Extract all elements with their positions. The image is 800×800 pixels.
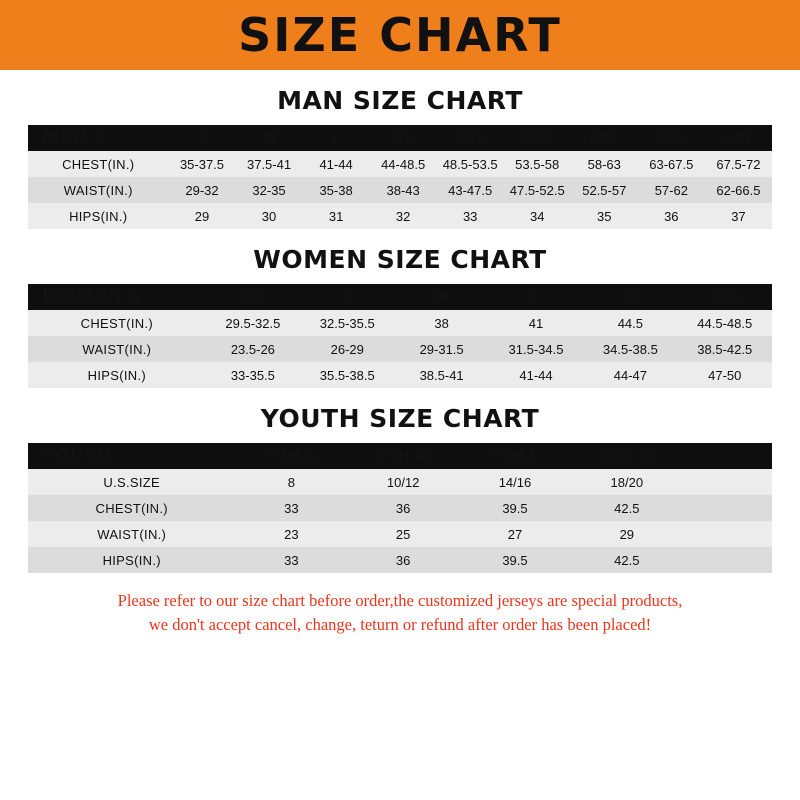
table-cell: 27	[459, 521, 571, 547]
table-cell: 38-43	[370, 177, 437, 203]
row-label: CHEST(IN.)	[28, 495, 235, 521]
table-cell: 41	[489, 310, 583, 336]
table-header-cell: M	[394, 284, 488, 310]
table-cell-empty	[683, 495, 772, 521]
table-cell: 47-50	[678, 362, 772, 388]
table-cell: 29	[571, 521, 683, 547]
table-cell: 38.5-42.5	[678, 336, 772, 362]
row-label: CHEST(IN.)	[28, 310, 206, 336]
footer-note-line-1: Please refer to our size chart before order,the customized jerseys are special products,	[117, 591, 683, 610]
table-cell: 29.5-32.5	[206, 310, 300, 336]
table-header-cell: L	[303, 125, 370, 151]
table-row	[28, 521, 772, 547]
footer-note-line-2: we don't accept cancel, change, teturn or refund after order has been placed!	[148, 614, 652, 634]
table-header-row	[28, 443, 772, 469]
table-header-cell: 2XL	[437, 125, 504, 151]
table-row	[28, 177, 772, 203]
table-cell: 63-67.5	[638, 151, 705, 177]
table-header-label: MEN'S	[28, 125, 168, 151]
table-cell: 58-63	[571, 151, 638, 177]
table-cell: 29-32	[168, 177, 235, 203]
table-cell: 44-47	[583, 362, 677, 388]
table-cell: 34.5-38.5	[583, 336, 677, 362]
table-cell: 29-31.5	[394, 336, 488, 362]
table-cell-empty	[683, 547, 772, 573]
table-cell: 35-38	[303, 177, 370, 203]
table-header-spacer	[683, 443, 772, 469]
table-row	[28, 203, 772, 229]
table-header-cell: YTH S	[235, 443, 347, 469]
table-cell: 52.5-57	[571, 177, 638, 203]
table-cell: 67.5-72	[705, 151, 772, 177]
table-cell: 8	[235, 469, 347, 495]
table-cell: 36	[347, 495, 459, 521]
table-header-label: WOMEN'S	[28, 284, 206, 310]
table-cell: 39.5	[459, 495, 571, 521]
table-cell: 35	[571, 203, 638, 229]
table-cell: 62-66.5	[705, 177, 772, 203]
table-header-cell: L	[489, 284, 583, 310]
table-row	[28, 336, 772, 362]
footer-note	[28, 589, 772, 637]
table-header-cell: YTH XL	[571, 443, 683, 469]
table-cell: 31	[303, 203, 370, 229]
page-title: SIZE CHART	[238, 8, 562, 62]
page-banner	[0, 0, 800, 70]
table-cell: 57-62	[638, 177, 705, 203]
table-header-cell: S	[300, 284, 394, 310]
table-cell: 44-48.5	[370, 151, 437, 177]
table-cell: 33	[437, 203, 504, 229]
youth-size-table	[28, 443, 772, 573]
table-cell-empty	[683, 469, 772, 495]
table-cell: 32-35	[236, 177, 303, 203]
table-row	[28, 495, 772, 521]
table-header-cell: XL	[370, 125, 437, 151]
row-label: HIPS(IN.)	[28, 203, 168, 229]
section-title-men: MAN SIZE CHART	[277, 86, 523, 115]
table-header-cell: 4XL	[571, 125, 638, 151]
table-cell: 36	[347, 547, 459, 573]
row-label: HIPS(IN.)	[28, 362, 206, 388]
table-cell: 48.5-53.5	[437, 151, 504, 177]
table-cell: 43-47.5	[437, 177, 504, 203]
table-header-row	[28, 125, 772, 151]
table-header-cell: S	[168, 125, 235, 151]
table-header-cell: 5XL	[638, 125, 705, 151]
table-cell: 25	[347, 521, 459, 547]
table-cell: 37	[705, 203, 772, 229]
men-size-table	[28, 125, 772, 229]
table-header-cell: YTH L	[459, 443, 571, 469]
table-header-row	[28, 284, 772, 310]
table-cell: 33	[235, 495, 347, 521]
table-cell: 29	[168, 203, 235, 229]
table-cell: 41-44	[489, 362, 583, 388]
section-title-youth: YOUTH SIZE CHART	[260, 404, 540, 433]
table-cell: 18/20	[571, 469, 683, 495]
table-cell: 10/12	[347, 469, 459, 495]
row-label: U.S.SIZE	[28, 469, 235, 495]
table-cell: 35.5-38.5	[300, 362, 394, 388]
table-cell-empty	[683, 521, 772, 547]
table-header-label: YOUTH	[28, 443, 235, 469]
table-cell: 26-29	[300, 336, 394, 362]
table-cell: 23.5-26	[206, 336, 300, 362]
table-cell: 23	[235, 521, 347, 547]
table-cell: 44.5-48.5	[678, 310, 772, 336]
table-cell: 33	[235, 547, 347, 573]
row-label: WAIST(IN.)	[28, 521, 235, 547]
table-cell: 37.5-41	[236, 151, 303, 177]
table-cell: 38.5-41	[394, 362, 488, 388]
table-cell: 34	[504, 203, 571, 229]
table-cell: 32	[370, 203, 437, 229]
table-row	[28, 547, 772, 573]
table-cell: 31.5-34.5	[489, 336, 583, 362]
section-title-women: WOMEN SIZE CHART	[253, 245, 547, 274]
table-cell: 32.5-35.5	[300, 310, 394, 336]
table-cell: 53.5-58	[504, 151, 571, 177]
table-header-cell: 3XL	[504, 125, 571, 151]
table-header-cell: 6XL	[705, 125, 772, 151]
row-label: HIPS(IN.)	[28, 547, 235, 573]
table-cell: 42.5	[571, 495, 683, 521]
table-header-cell: XXL	[678, 284, 772, 310]
table-header-cell: YTH M	[347, 443, 459, 469]
table-header-cell: XS	[206, 284, 300, 310]
table-cell: 36	[638, 203, 705, 229]
table-cell: 41-44	[303, 151, 370, 177]
table-cell: 44.5	[583, 310, 677, 336]
women-size-table	[28, 284, 772, 388]
table-row	[28, 362, 772, 388]
table-cell: 30	[236, 203, 303, 229]
table-header-cell: M	[236, 125, 303, 151]
table-cell: 33-35.5	[206, 362, 300, 388]
table-row	[28, 469, 772, 495]
row-label: WAIST(IN.)	[28, 177, 168, 203]
table-cell: 35-37.5	[168, 151, 235, 177]
table-row	[28, 310, 772, 336]
table-cell: 14/16	[459, 469, 571, 495]
chart-content	[0, 86, 800, 637]
row-label: CHEST(IN.)	[28, 151, 168, 177]
row-label: WAIST(IN.)	[28, 336, 206, 362]
table-cell: 47.5-52.5	[504, 177, 571, 203]
table-row	[28, 151, 772, 177]
table-header-cell: XL	[583, 284, 677, 310]
table-cell: 38	[394, 310, 488, 336]
table-cell: 42.5	[571, 547, 683, 573]
table-cell: 39.5	[459, 547, 571, 573]
